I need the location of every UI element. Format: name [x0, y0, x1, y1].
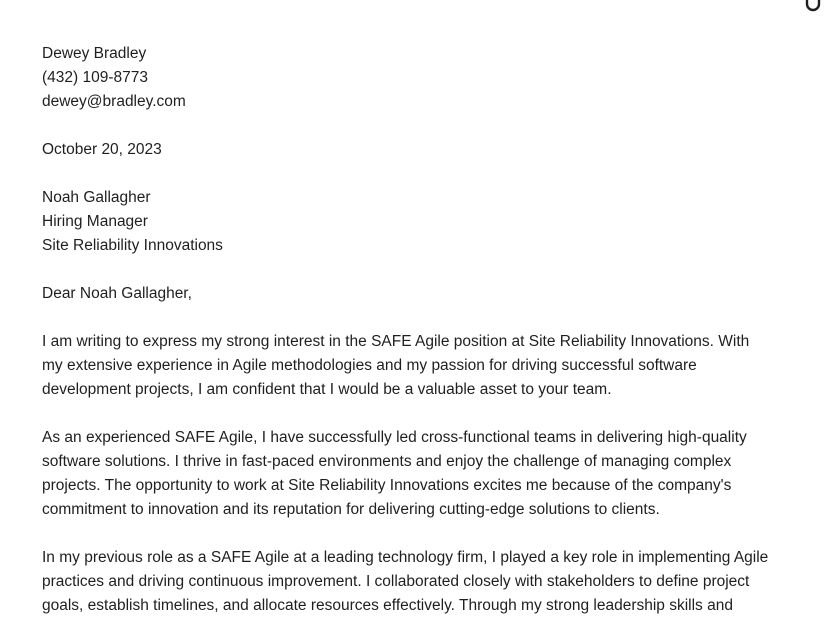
recipient-company: Site Reliability Innovations: [42, 237, 223, 254]
paragraph-line: development projects, I am confident that I would be a valuable asset to your team.: [42, 381, 612, 398]
partial-letter-icon: [804, 0, 822, 16]
salutation: Dear Noah Gallagher,: [42, 285, 192, 302]
recipient-block: [42, 186, 802, 258]
recipient-name: Noah Gallagher: [42, 189, 151, 206]
cover-letter: [42, 42, 802, 618]
letter-date: October 20, 2023: [42, 141, 162, 158]
sender-email: dewey@bradley.com: [42, 93, 186, 110]
body-paragraph-3: [42, 546, 794, 618]
sender-block: [42, 42, 802, 114]
paragraph-line: I am writing to express my strong interest in the SAFE Agile position at Site Reliability Innovations. With: [42, 333, 750, 350]
recipient-title: Hiring Manager: [42, 213, 148, 230]
paragraph-line: projects. The opportunity to work at Site Reliability Innovations excites me because of the company's: [42, 477, 732, 494]
sender-phone: (432) 109-8773: [42, 69, 148, 86]
paragraph-line: practices and driving continuous improvement. I collaborated closely with stakeholders to define project: [42, 573, 750, 590]
paragraph-line: As an experienced SAFE Agile, I have successfully led cross-functional teams in delivering high-quality: [42, 429, 747, 446]
paragraph-line: commitment to innovation and its reputation for delivering cutting-edge solutions to clients.: [42, 501, 660, 518]
paragraph-line: goals, establish timelines, and allocate resources effectively. Through my strong leadership skills and: [42, 597, 733, 614]
paragraph-line: software solutions. I thrive in fast-paced environments and enjoy the challenge of managing complex: [42, 453, 732, 470]
sender-name: Dewey Bradley: [42, 45, 147, 62]
paragraph-line: my extensive experience in Agile methodologies and my passion for driving successful software: [42, 357, 697, 374]
body-paragraph-2: [42, 426, 794, 522]
paragraph-line: In my previous role as a SAFE Agile at a leading technology firm, I played a key role in implementing Agile: [42, 549, 769, 566]
body-paragraph-1: [42, 330, 794, 402]
